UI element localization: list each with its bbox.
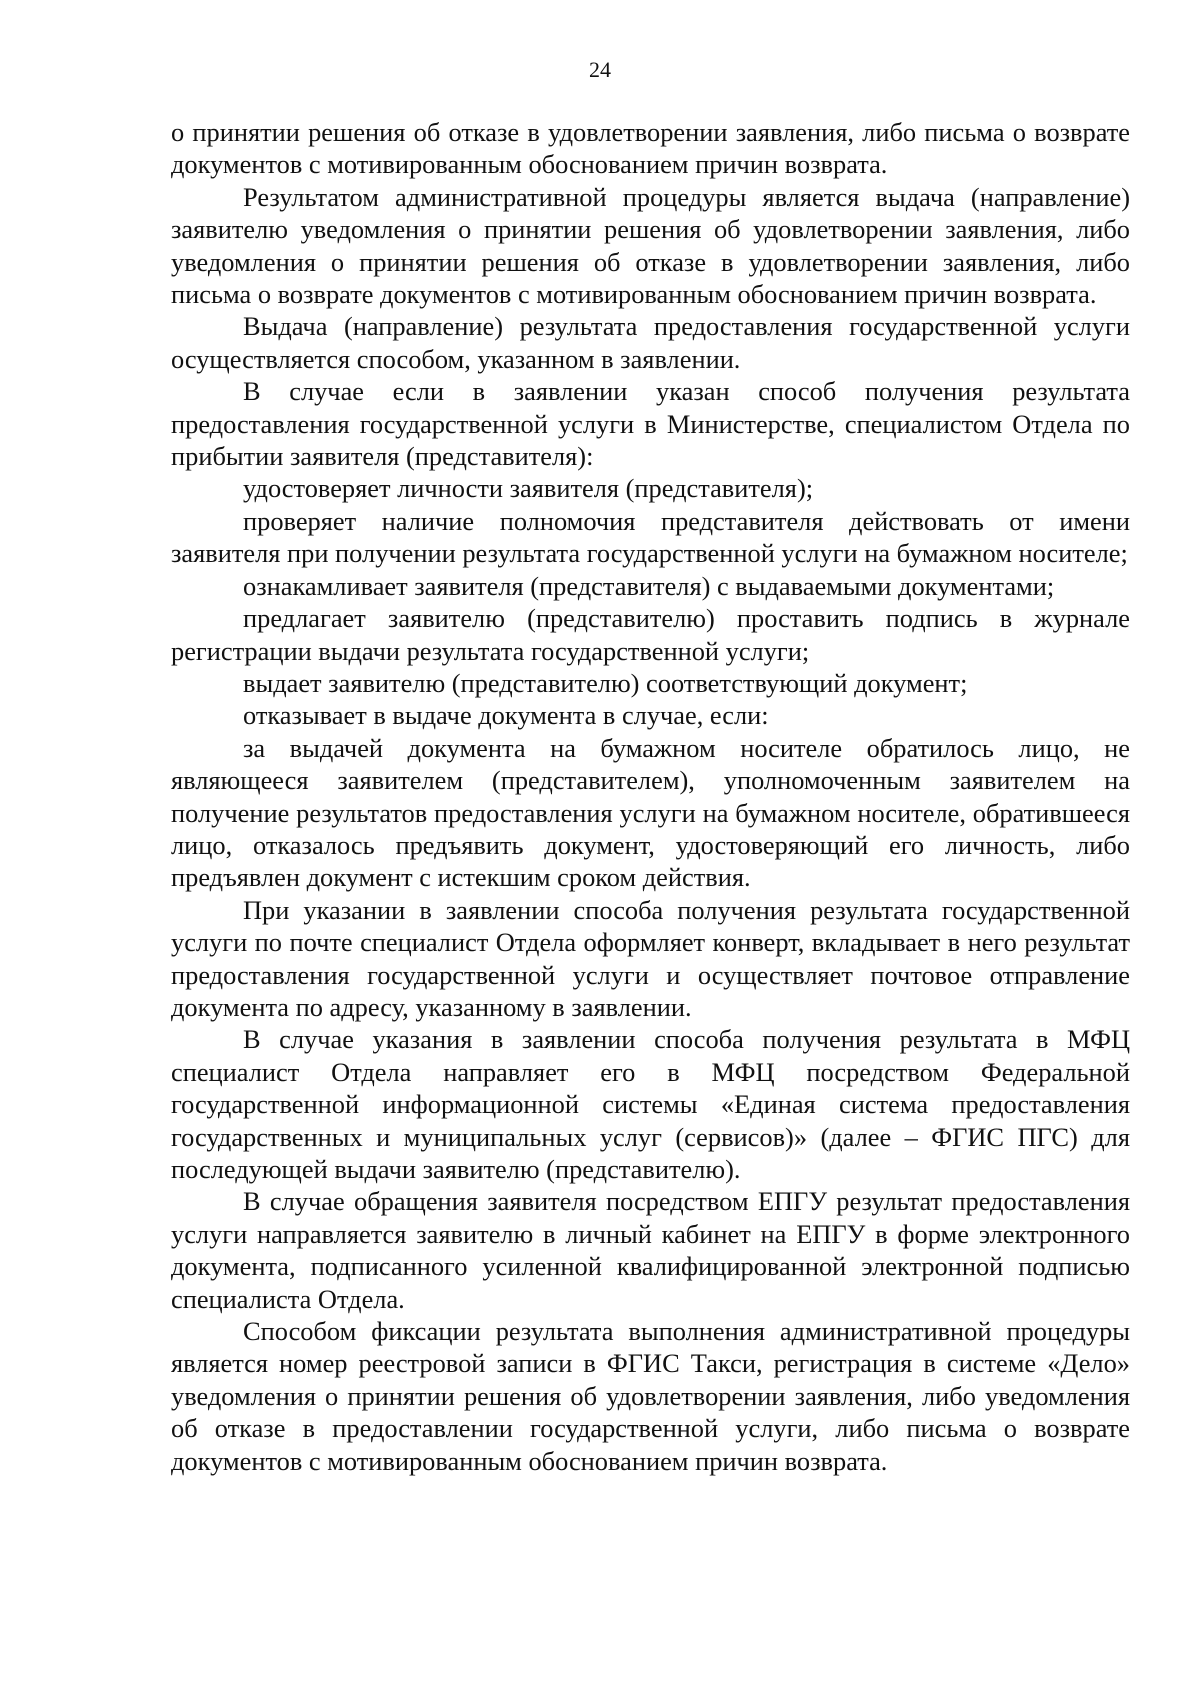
paragraph: выдает заявителю (представителю) соответствующий документ;	[243, 667, 968, 698]
paragraph: Выдача (направление) результата предоставления государственной услуги осуществляется способом, указанном в заявлении.	[171, 311, 1130, 374]
paragraph: предлагает заявителю (представителю) проставить подпись в журнале регистрации выдачи результата государственной услуги;	[171, 603, 1130, 666]
paragraph: ознакамливает заявителя (представителя) с выдаваемыми документами;	[243, 570, 1055, 601]
paragraph: Способом фиксации результата выполнения административной процедуры является номер реестровой записи в ФГИС Такси, регистрация в системе «Дело» уведомления о принятии решения об удовлетворении заявления, либо уведомления об отказе в предоставлении государственной услуги, либо письма о возврате документов с мотивированным обоснованием причин возврата.	[171, 1316, 1130, 1476]
paragraph: В случае если в заявлении указан способ получения результата предоставления государственной услуги в Министерстве, специалистом Отдела по прибытии заявителя (представителя):	[171, 376, 1130, 472]
paragraph: При указании в заявлении способа получения результата государственной услуги по почте специалист Отдела оформляет конверт, вкладывает в него результат предоставления государственной услуги и осуществляет почтовое отправление документа по адресу, указанному в заявлении.	[171, 894, 1130, 1022]
paragraph: удостоверяет личности заявителя (представителя);	[243, 473, 814, 504]
paragraph: проверяет наличие полномочия представителя действовать от имени заявителя при получении результата государственной услуги на бумажном носителе;	[171, 505, 1130, 569]
page-number: 24	[589, 57, 611, 82]
paragraph: Результатом административной процедуры является выдача (направление) заявителю уведомления о принятии решения об удовлетворении заявления, либо уведомления о принятии решения об отказе в удовлетворении заявления, либо письма о возврате документов с мотивированным обоснованием причин возврата.	[171, 181, 1130, 310]
paragraph: отказывает в выдаче документа в случае, если:	[243, 700, 769, 731]
document-body	[171, 116, 1130, 1477]
paragraph: В случае обращения заявителя посредством ЕПГУ результат предоставления услуги направляется заявителю в личный кабинет на ЕПГУ в форме электронного документа, подписанного усиленной квалифицированной электронной подписью специалиста Отдела.	[171, 1186, 1130, 1314]
paragraph: В случае указания в заявлении способа получения результата в МФЦ специалист Отдела направляет его в МФЦ посредством Федеральной государственной информационной системы «Единая система предоставления государственных и муниципальных услуг (сервисов)» (далее – ФГИС ПГС) для последующей выдачи заявителю (представителю).	[171, 1024, 1130, 1184]
paragraph: о принятии решения об отказе в удовлетворении заявления, либо письма о возврате документов с мотивированным обоснованием причин возврата.	[171, 117, 1130, 180]
paragraph: за выдачей документа на бумажном носителе обратилось лицо, не являющееся заявителем (представителем), уполномоченным заявителем на получение результатов предоставления услуги на бумажном носителе, обратившееся лицо, отказалось предъявить документ, удостоверяющий его личность, либо предъявлен документ с истекшим сроком действия.	[171, 732, 1130, 893]
